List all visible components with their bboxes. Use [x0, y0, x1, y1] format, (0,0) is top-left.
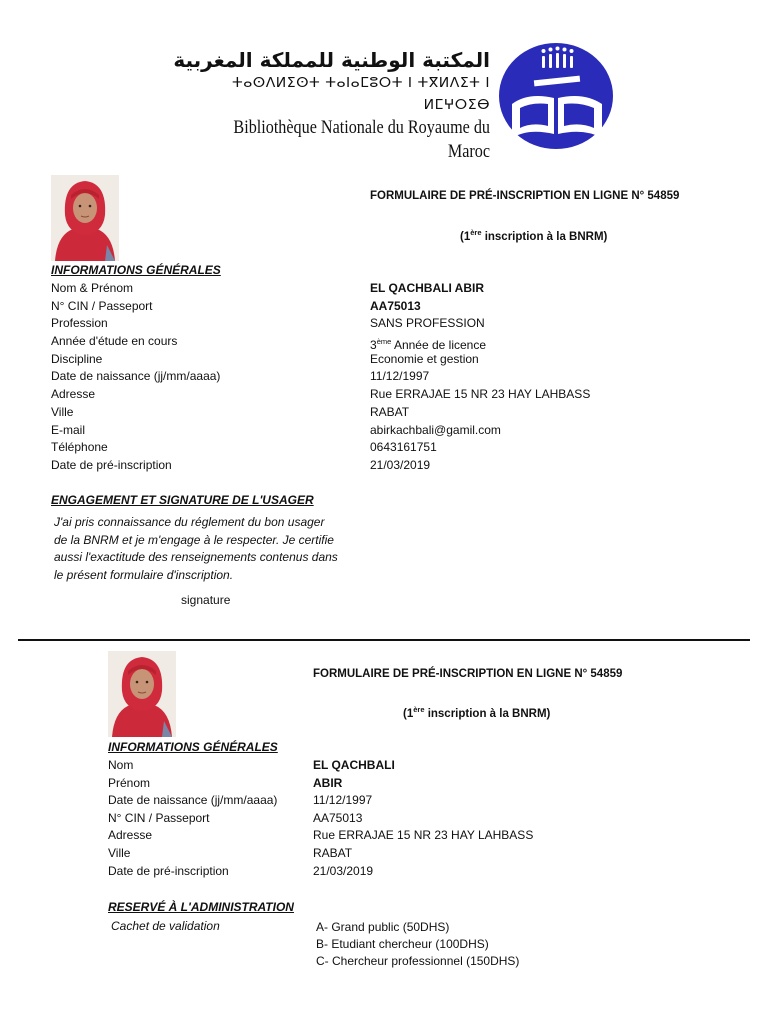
field-value: 11/12/1997 — [313, 793, 373, 807]
field-label: Ville — [108, 846, 131, 860]
field-value: 21/03/2019 — [313, 864, 374, 878]
field-label: Téléphone — [51, 440, 108, 454]
field-label: Année d'étude en cours — [51, 334, 178, 348]
field-row-annee-etude — [51, 333, 651, 351]
field-value: Rue ERRAJAE 15 NR 23 HAY LAHBASS — [370, 387, 591, 401]
field-row-nom — [108, 757, 628, 775]
field-value-post: Année de licence — [391, 338, 487, 352]
field-label: Adresse — [51, 387, 96, 401]
field-value: AA75013 — [313, 811, 363, 825]
fee-option-c: C- Chercheur professionnel (150DHS) — [316, 954, 520, 968]
field-row-cin — [51, 298, 651, 316]
field-row-ville — [51, 404, 651, 422]
field-row-discipline — [51, 351, 651, 369]
form1-section-engagement: ENGAGEMENT ET SIGNATURE DE L'USAGER — [51, 493, 314, 507]
field-row-date-preinscription — [51, 457, 651, 475]
field-value: RABAT — [370, 405, 410, 419]
field-row-date-preinscription — [108, 863, 628, 881]
form1-subtitle — [460, 228, 607, 243]
field-row-adresse — [51, 386, 651, 404]
field-label: Date de naissance (jj/mm/aaaa) — [51, 369, 221, 383]
engagement-text — [54, 514, 369, 584]
field-label: N° CIN / Passeport — [51, 299, 153, 313]
field-label: E-mail — [51, 423, 86, 437]
form2-subtitle-sup: ère — [413, 705, 425, 714]
field-value: 21/03/2019 — [370, 458, 431, 472]
field-label: N° CIN / Passeport — [108, 811, 210, 825]
field-row-prenom — [108, 775, 628, 793]
field-value: EL QACHBALI ABIR — [370, 281, 484, 295]
field-value-pre: 3 — [370, 338, 377, 352]
signature-label: signature — [181, 593, 231, 607]
engagement-line: de la BNRM et je m'engage à le respecter. Je certifie — [54, 532, 334, 547]
field-label: Ville — [51, 405, 74, 419]
field-label: Nom & Prénom — [51, 281, 134, 295]
field-value: Rue ERRAJAE 15 NR 23 HAY LAHBASS — [313, 828, 534, 842]
cachet-label: Cachet de validation — [111, 919, 220, 933]
field-row-nom-prenom — [51, 280, 651, 298]
field-value: AA75013 — [370, 299, 421, 313]
form2-subtitle-post: inscription à la BNRM) — [424, 707, 551, 720]
field-label: Discipline — [51, 352, 103, 366]
fee-option-a: A- Grand public (50DHS) — [316, 920, 450, 934]
form2-subtitle — [403, 705, 550, 720]
field-row-date-naissance — [108, 792, 628, 810]
form2-title: FORMULAIRE DE PRÉ-INSCRIPTION EN LIGNE N° 54859 — [313, 668, 623, 680]
field-value: 11/12/1997 — [370, 369, 430, 383]
field-row-email — [51, 422, 651, 440]
field-value: 0643161751 — [370, 440, 437, 454]
section-divider — [18, 639, 750, 641]
library-header — [170, 48, 490, 164]
fee-option-b: B- Etudiant chercheur (100DHS) — [316, 937, 489, 951]
form2-section-admin: RESERVÉ À L'ADMINISTRATION — [108, 900, 294, 914]
form1-title: FORMULAIRE DE PRÉ-INSCRIPTION EN LIGNE N° 54859 — [370, 190, 680, 202]
form1-subtitle-sup: ère — [470, 228, 482, 237]
engagement-line: J'ai pris connaissance du réglement du bon usager — [54, 515, 325, 529]
field-label: Prénom — [108, 776, 151, 790]
form1-subtitle-pre: (1 — [460, 230, 471, 243]
person-photo-icon — [51, 175, 119, 261]
field-row-adresse — [108, 827, 628, 845]
field-row-telephone — [51, 439, 651, 457]
field-label: Profession — [51, 316, 108, 330]
field-label: Nom — [108, 758, 134, 772]
field-label: Adresse — [108, 828, 153, 842]
form1-subtitle-post: inscription à la BNRM) — [481, 230, 608, 243]
form1-section-general: INFORMATIONS GÉNÉRALES — [51, 263, 221, 277]
field-value: RABAT — [313, 846, 353, 860]
field-value: EL QACHBALI — [313, 758, 395, 772]
arabic-title: المكتبة الوطنية للمملكة المغربية — [173, 48, 490, 72]
field-value: Economie et gestion — [370, 352, 479, 366]
field-label: Date de pré-inscription — [108, 864, 229, 878]
engagement-line: aussi l'exactitude des renseignements contenus dans — [54, 550, 338, 564]
field-label: Date de pré-inscription — [51, 458, 172, 472]
engagement-line: le présent formulaire d'inscription. — [54, 567, 234, 582]
person-photo-icon — [108, 651, 176, 737]
field-value-sup: ème — [376, 337, 392, 346]
applicant-photo — [108, 651, 176, 737]
field-row-cin — [108, 810, 628, 828]
form2-subtitle-pre: (1 — [403, 707, 414, 720]
field-row-profession — [51, 315, 651, 333]
field-value: SANS PROFESSION — [370, 316, 485, 330]
field-value: abirkachbali@gamil.com — [370, 423, 501, 437]
form2-section-general: INFORMATIONS GÉNÉRALES — [108, 740, 278, 754]
field-value: ABIR — [313, 776, 343, 790]
field-row-date-naissance — [51, 368, 651, 386]
field-label: Date de naissance (jj/mm/aaaa) — [108, 793, 278, 807]
field-row-ville — [108, 845, 628, 863]
applicant-photo — [51, 175, 119, 261]
tifinagh-title: ⵜⴰⵙⴷⵍⵉⵙⵜ ⵜⴰⵏⴰⵎⵓⵔⵜ ⵏ ⵜⴳⵍⴷⵉⵜ ⵏ ⵍⵎⵖⵔⵉⴱ — [232, 75, 490, 113]
french-title: Bibliothèque Nationale du Royaume du Maroc — [233, 117, 491, 162]
bnrm-logo-icon — [498, 42, 616, 152]
